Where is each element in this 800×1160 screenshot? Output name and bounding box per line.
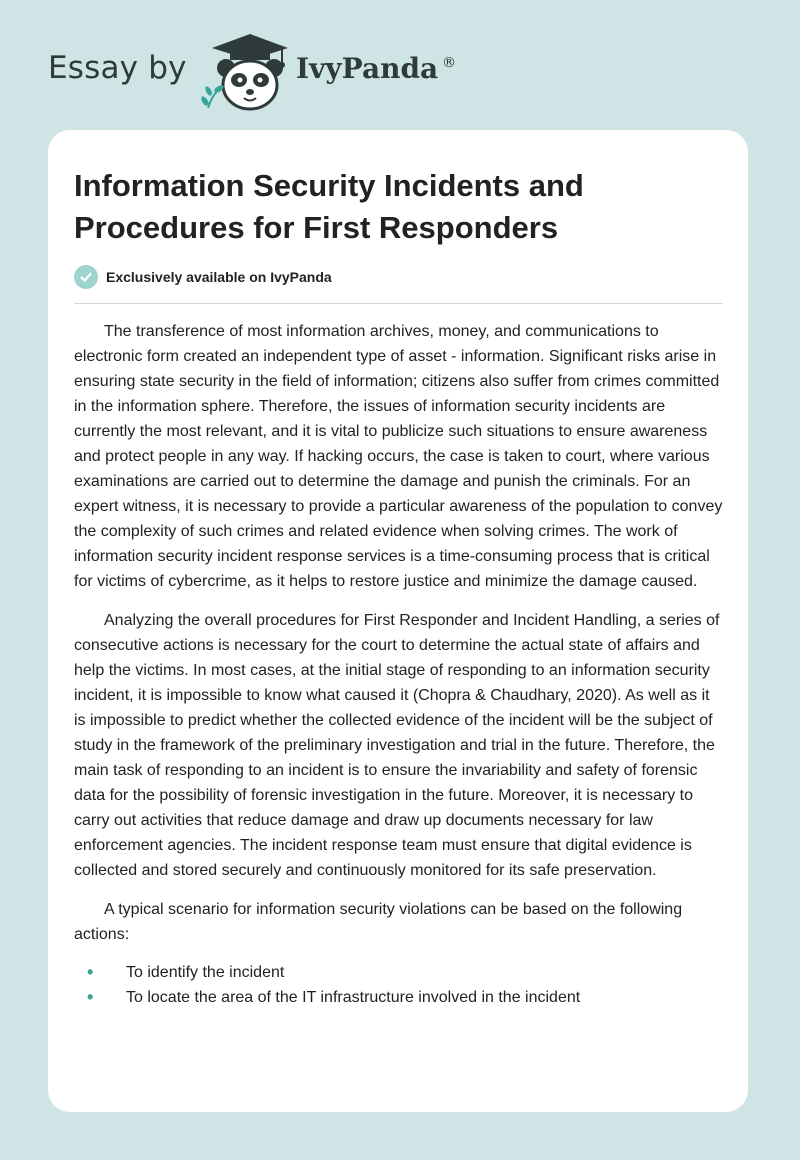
list-item: • To locate the area of the IT infrastructure involved in the incident [74,985,724,1010]
badge-label: Exclusively available on IvyPanda [106,269,332,285]
paragraph: Analyzing the overall procedures for First Responder and Incident Handling, a series of consecutive actions is necessary for the court to determine the actual state of affairs and help the victims. In most cases, at the initial stage of responding to an information security incident, it is impossible to know what caused it (Chopra & Chaudhary, 2020). As well as it is impossible to predict whether the collected evidence of the incident will be the subject of study in the framework of the preliminary investigation and trial in the future. Therefore, the main task of responding to an incident is to ensure the invariability and safety of forensic data for the possibility of forensic investigation in the future. Moreover, it is necessary to carry out activities that reduce damage and draw up documents necessary for law enforcement agencies. The incident response team must ensure that digital evidence is collected and stored securely and continuously monitored for its safe preservation. [74,612,720,879]
brand-name: IvyPanda [296,52,439,85]
bullet-list [74,960,724,1010]
list-item: • To identify the incident [74,960,724,985]
brand-prefix: Essay by [48,50,187,86]
ivypanda-logo-icon[interactable] [200,30,296,112]
paragraph: The transference of most information archives, money, and communications to electronic form created an independent type of asset - information. Significant risks arise in ensuring state security in the field of information; citizens also suffer from crimes committed in the information sphere. Therefore, the issues of information security incidents are currently the most relevant, and it is vital to publicize such situations to ensure awareness and protect people in any way. If hacking occurs, the case is taken to court, where various examinations are carried out to determine the damage and punish the criminals. For an expert witness, it is necessary to provide a particular awareness of the population to convey the complexity of such crimes and related evidence when solving crimes. The work of information security incident response services is a time-consuming process that is critical for victims of cybercrime, as it helps to restore justice and minimize the damage caused. [74,323,723,590]
site-header [0,0,800,130]
article-body [74,319,724,1010]
article-card [48,130,748,1112]
article-title: Information Security Incidents and Procedures for First Responders [74,168,584,245]
registered-mark: ® [442,55,456,71]
divider [74,303,723,304]
paragraph: A typical scenario for information security violations can be based on the following actions: [74,901,683,943]
exclusive-badge [74,265,332,289]
check-icon [74,265,98,289]
